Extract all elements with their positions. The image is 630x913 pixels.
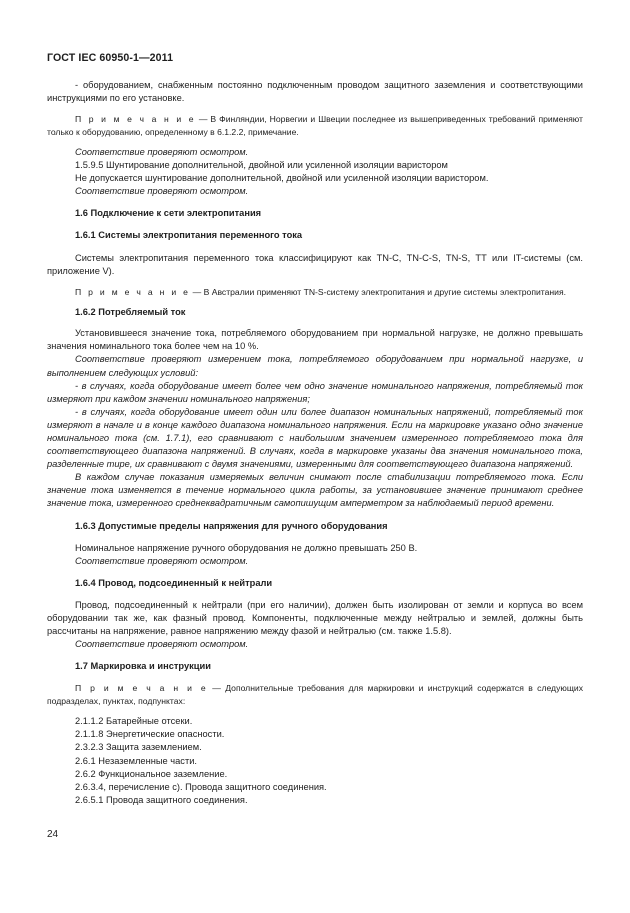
section-heading-1-6-3: 1.6.3 Допустимые пределы напряжения для ручного оборудования [75, 520, 388, 531]
reference-item: 2.1.1.8 Энергетические опасности. [75, 729, 225, 740]
note-text: — Дополнительные требования для маркировки и инструкций содержатся в следующих подразделах, пунктах, подпунктах: [47, 683, 583, 706]
note-finland [47, 113, 583, 138]
paragraph-stabilization: В каждом случае показания измеряемых величин снимают после стабилизации потребляемого тока. Если значение тока изменяется в течение нормального цикла работы, за установившее значение принимают среднее значение тока, измеренного среднеквадратичным самопишущим амперметром за наблюдаемый период времени. [47, 472, 583, 509]
note-text: — В Финляндии, Норвегии и Швеции последнее из вышеприведенных требований применяют только к оборудованию, определенному в 6.1.2.2, примечание. [47, 114, 583, 137]
paragraph-current-limit: Установившееся значение тока, потребляемого оборудованием при нормальной нагрузке, не должно превышать значения номинального тока более чем на 10 %. [47, 328, 583, 352]
page-content [47, 79, 583, 807]
note-marking [47, 682, 583, 707]
standard-header: ГОСТ IEC 60950-1—2011 [47, 52, 174, 64]
paragraph-neutral-conductor: Провод, подсоединенный к нейтрали (при его наличии), должен быть изолирован от земли и корпуса во всем оборудовании так же, как фазный провод. Компоненты, подключенные между нейтралью и землей, должны быть рассчитаны на напряжение, равное напряжению между фазой и нейтралью (см. также 1.5.8). [47, 599, 583, 637]
reference-item: 2.6.3.4, перечисление с). Провода защитного соединения. [75, 781, 327, 792]
paragraph-voltage-range: - в случаях, когда оборудование имеет один или более диапазон номинальных напряжений, потребляемый ток измеряют в начале и в конце каждого диапазона номинального напряжения. Если на маркировке указано одно значение номинального тока (см. 1.7.1), его сравнивают с наибольшим значением измеренного потребляемого тока для соответствующего диапазона напряжений. В случаях, когда в маркировке указаны два значения номинального тока, разделенные тире, их сравнивают с двумя значениями, измеренными для соответствующего диапазона напряжений. [47, 406, 583, 470]
reference-item: 2.1.1.2 Батарейные отсеки. [75, 716, 193, 727]
reference-item: 2.6.2 Функциональное заземление. [75, 768, 228, 779]
paragraph-handheld-voltage: Номинальное напряжение ручного оборудования не должно превышать 250 В. [75, 542, 418, 553]
reference-item: 2.3.2.3 Защита заземлением. [75, 742, 202, 753]
note-label: П р и м е ч а н и е [75, 683, 208, 694]
compliance-check: Соответствие проверяют осмотром. [75, 186, 249, 197]
compliance-check: Соответствие проверяют осмотром. [75, 555, 249, 566]
note-label: П р и м е ч а н и е [75, 286, 191, 297]
reference-item: 2.6.5.1 Провода защитного соединения. [75, 794, 248, 805]
note-australia [47, 286, 583, 298]
paragraph-single-voltage: - в случаях, когда оборудование имеет более чем одно значение номинального напряжения, потребляемый ток измеряют при каждом значении номинального напряжения; [47, 380, 583, 404]
clause-1595-text: Не допускается шунтирование дополнительной, двойной или усиленной изоляции варистором. [75, 173, 489, 184]
reference-list [47, 715, 583, 807]
paragraph-ac-systems: Системы электропитания переменного тока классифицируют как TN-C, TN-C-S, TN-S, TT или IT-системы (см. приложение V). [47, 252, 583, 276]
section-heading-1-6-2: 1.6.2 Потребляемый ток [75, 307, 186, 318]
page-number: 24 [47, 829, 59, 840]
note-label: П р и м е ч а н и е [75, 114, 196, 125]
compliance-check: Соответствие проверяют осмотром. [75, 639, 249, 650]
paragraph-equipment: - оборудованием, снабженным постоянно подключенным проводом защитного заземления и соответствующими инструкциями по его установке. [47, 80, 583, 104]
paragraph-current-check: Соответствие проверяют измерением тока, потребляемого оборудованием при нормальной нагрузке, и выполнением следующих условий: [47, 354, 583, 378]
note-text: — В Австралии применяют TN-S-систему электропитания и другие системы электропитания. [190, 286, 566, 297]
reference-item: 2.6.1 Незаземленные части. [75, 755, 197, 766]
section-heading-1-6: 1.6 Подключение к сети электропитания [75, 208, 262, 219]
clause-1595-title: 1.5.9.5 Шунтирование дополнительной, двойной или усиленной изоляции варистором [75, 160, 448, 171]
section-heading-1-6-1: 1.6.1 Системы электропитания переменного тока [75, 230, 303, 241]
section-heading-1-6-4: 1.6.4 Провод, подсоединенный к нейтрали [75, 577, 273, 588]
section-heading-1-7: 1.7 Маркировка и инструкции [75, 661, 211, 672]
compliance-check: Соответствие проверяют осмотром. [75, 147, 249, 157]
